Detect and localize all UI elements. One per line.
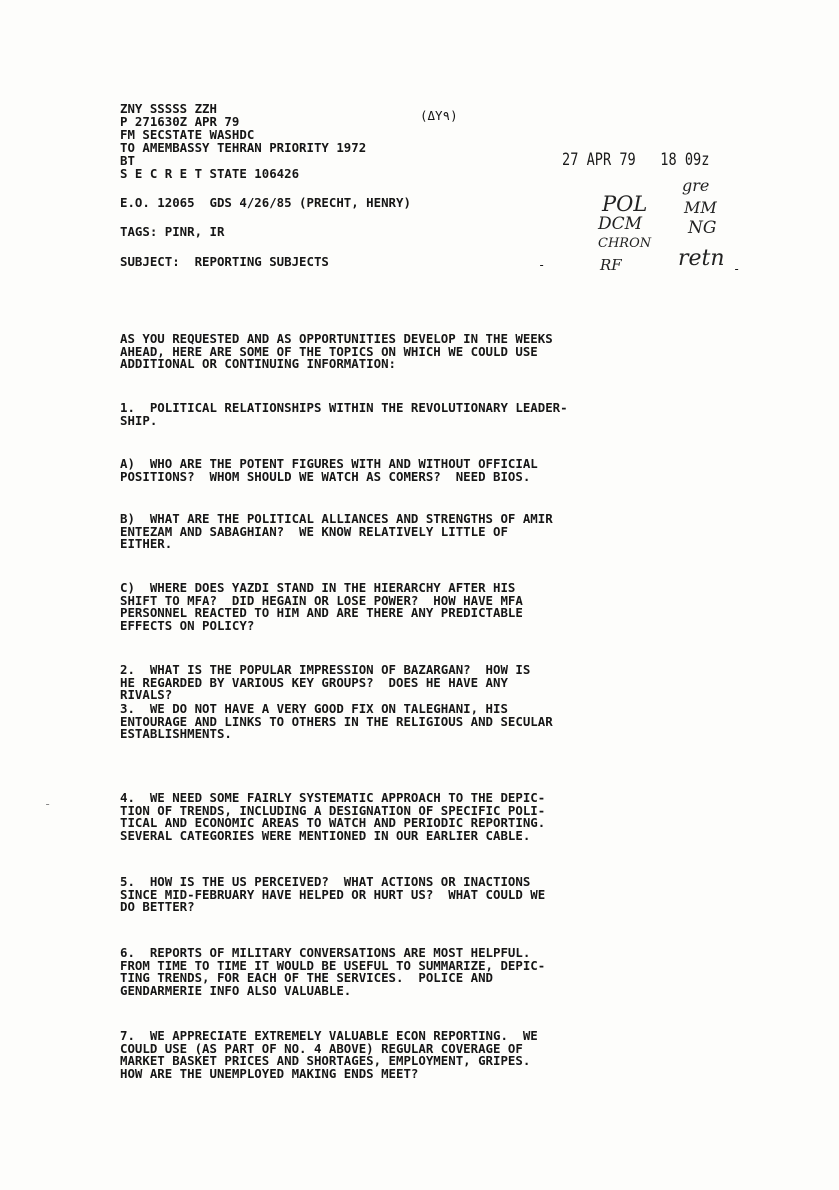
date-stamp: 27 APR 79 18 09z — [562, 150, 710, 170]
tags-line: TAGS: PINR, IR — [120, 224, 225, 239]
paragraph-4: 4. WE NEED SOME FAIRLY SYSTEMATIC APPROACH TO THE DEPIC- TION OF TRENDS, INCLUDING A DESIGNATION OF SPECIFIC POLI- TICAL AND ECONOMIC AREAS TO WATCH AND PERIODIC REPORTING. SEVERAL CATEGORIES WERE MENTIONED IN OUR EARLIER CABLE. — [120, 790, 546, 844]
precedence-dtg-line: P 271630Z APR 79 — [120, 114, 240, 129]
routing-note-dcm: DCM — [598, 214, 643, 234]
stray-mark: - — [44, 797, 52, 811]
paragraph-1b: B) WHAT ARE THE POLITICAL ALLIANCES AND STRENGTHS OF AMIR ENTEZAM AND SABAGHIAN? WE KNOW RELATIVELY LITTLE OF EITHER. — [120, 511, 553, 552]
routing-line: ZNY SSSSS ZZH — [120, 101, 217, 116]
paragraph-7: 7. WE APPRECIATE EXTREMELY VALUABLE ECON REPORTING. WE COULD USE (AS PART OF NO. 4 ABOVE) REGULAR COVERAGE OF MARKET BASKET PRICES AND SHORTAGES, EMPLOYMENT, GRIPES. HOW ARE THE UNEMPLOYED MAKING ENDS MEET? — [120, 1028, 538, 1082]
paragraph-5: 5. HOW IS THE US PERCEIVED? WHAT ACTIONS OR INACTIONS SINCE MID-FEBRUARY HAVE HELPED OR HURT US? WHAT COULD WE DO BETTER? — [120, 874, 546, 915]
stray-mark: - — [538, 258, 546, 272]
paragraph-3: 3. WE DO NOT HAVE A VERY GOOD FIX ON TALEGHANI, HIS ENTOURAGE AND LINKS TO OTHERS IN THE RELIGIOUS AND SECULAR ESTABLISHMENTS. — [120, 701, 553, 742]
stray-mark: - — [733, 262, 741, 276]
paragraph-6: 6. REPORTS OF MILITARY CONVERSATIONS ARE MOST HELPFUL. FROM TIME TO TIME IT WOULD BE USEFUL TO SUMMARIZE, DEPIC- TING TRENDS, FOR EACH OF THE SERVICES. POLICE AND GENDARMERIE INFO ALSO VALUABLE. — [120, 945, 546, 999]
paragraph-1a: A) WHO ARE THE POTENT FIGURES WITH AND WITHOUT OFFICIAL POSITIONS? WHOM SHOULD WE WATCH AS COMERS? NEED BIOS. — [120, 456, 538, 484]
routing-note-rf: RF — [600, 256, 622, 274]
subject-line: SUBJECT: REPORTING SUBJECTS — [120, 254, 329, 269]
to-line: TO AMEMBASSY TEHRAN PRIORITY 1972 — [120, 140, 367, 155]
paragraph-1c: C) WHERE DOES YAZDI STAND IN THE HIERARCHY AFTER HIS SHIFT TO MFA? DID HEGAIN OR LOSE POWER? HOW HAVE MFA PERSONNEL REACTED TO HIM AND ARE THERE ANY PREDICTABLE EFFECTS ON POLICY? — [120, 580, 523, 634]
routing-note-gre: gre — [682, 176, 710, 195]
routing-note-pol: POL — [602, 192, 648, 216]
paragraph-2: 2. WHAT IS THE POPULAR IMPRESSION OF BAZARGAN? HOW IS HE REGARDED BY VARIOUS KEY GROUPS? DOES HE HAVE ANY RIVALS? — [120, 662, 531, 703]
document-code: (ΔY٩) — [420, 108, 458, 123]
classification-line: S E C R E T STATE 106426 — [120, 166, 300, 181]
bt-line: BT — [120, 153, 135, 168]
from-line: FM SECSTATE WASHDC — [120, 127, 255, 142]
routing-note-retn: retn — [678, 246, 725, 271]
paragraph-1: 1. POLITICAL RELATIONSHIPS WITHIN THE REVOLUTIONARY LEADER- SHIP. — [120, 400, 568, 428]
eo-line: E.O. 12065 GDS 4/26/85 (PRECHT, HENRY) — [120, 195, 411, 210]
routing-note-chron: CHRON — [598, 236, 652, 251]
routing-note-ng: NG — [688, 218, 717, 238]
routing-note-mm: MM — [684, 198, 717, 217]
intro-paragraph: AS YOU REQUESTED AND AS OPPORTUNITIES DEVELOP IN THE WEEKS AHEAD, HERE ARE SOME OF THE TOPICS ON WHICH WE COULD USE ADDITIONAL OR CONTINUING INFORMATION: — [120, 331, 553, 372]
